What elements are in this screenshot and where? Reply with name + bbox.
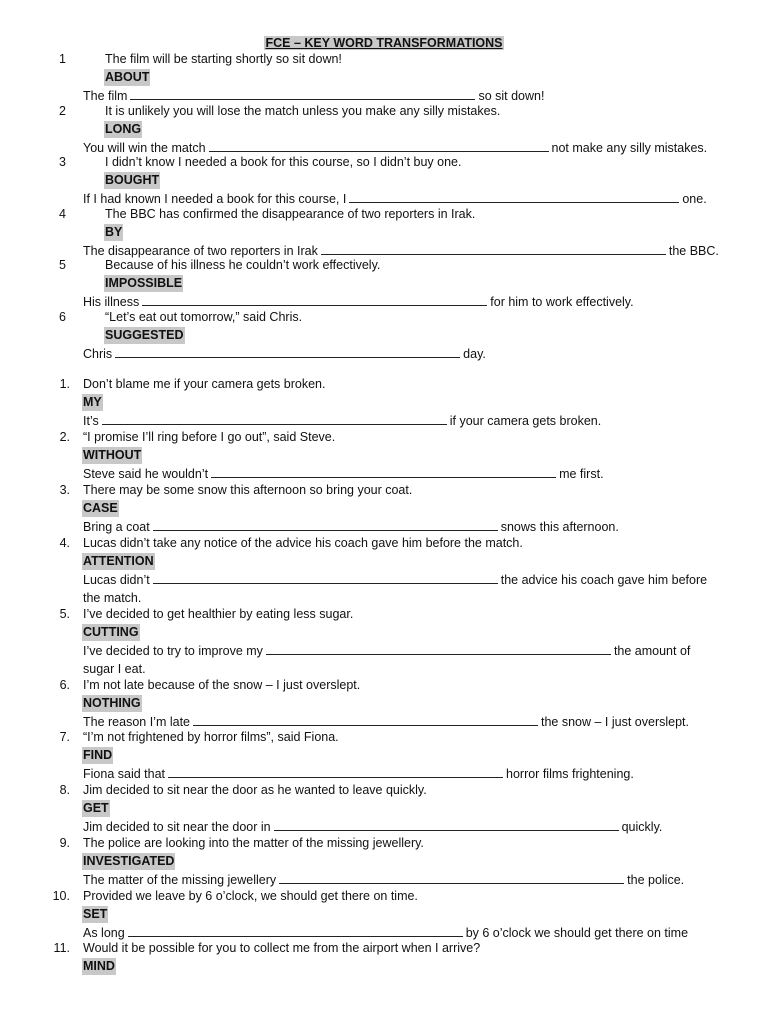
question-sentence: The BBC has confirmed the disappearance of two reporters in Irak. xyxy=(105,207,476,221)
answer-before: You will win the match xyxy=(83,141,206,155)
question-number: 3. xyxy=(59,483,70,497)
answer-line xyxy=(83,412,601,430)
keyword: LONG xyxy=(105,122,142,136)
answer-after: for him to work effectively. xyxy=(490,295,634,309)
question-number: 4. xyxy=(59,536,70,550)
answer-line xyxy=(83,924,688,942)
keyword: INVESTIGATED xyxy=(83,854,175,868)
answer-line xyxy=(83,190,707,208)
question-sentence: There may be some snow this afternoon so bring your coat. xyxy=(83,483,413,497)
keyword: SUGGESTED xyxy=(105,328,184,342)
answer-line xyxy=(83,87,544,105)
keyword: NOTHING xyxy=(83,696,141,710)
answer-before: The film xyxy=(83,89,128,103)
answer-before: The disappearance of two reporters in Irak xyxy=(83,244,318,258)
question-sentence: Lucas didn’t take any notice of the advice his coach gave him before the match. xyxy=(83,536,523,550)
question-sentence: Don’t blame me if your camera gets broken. xyxy=(83,377,326,391)
answer-before: Jim decided to sit near the door in xyxy=(83,820,271,834)
answer-blank[interactable] xyxy=(211,466,556,478)
answer-line xyxy=(83,642,723,678)
question-number: 6 xyxy=(59,310,66,324)
keyword: WITHOUT xyxy=(83,448,142,462)
question-number: 5. xyxy=(59,607,70,621)
answer-line xyxy=(83,871,684,889)
answer-blank[interactable] xyxy=(321,243,666,255)
answer-before: I’ve decided to try to improve my xyxy=(83,644,263,658)
answer-before: Chris xyxy=(83,347,113,361)
question-number: 10. xyxy=(52,889,70,903)
answer-line xyxy=(83,765,634,783)
question-number: 7. xyxy=(59,730,70,744)
answer-after: the advice his coach gave him before the match. xyxy=(83,573,708,605)
answer-after: me first. xyxy=(559,467,604,481)
question-number: 2. xyxy=(59,430,70,444)
answer-before: It’s xyxy=(83,414,99,428)
keyword: FIND xyxy=(83,748,113,762)
answer-before: The matter of the missing jewellery xyxy=(83,873,277,887)
answer-after: horror films frightening. xyxy=(506,767,634,781)
answer-before: Fiona said that xyxy=(83,767,165,781)
answer-before: The reason I’m late xyxy=(83,715,190,729)
answer-before: Bring a coat xyxy=(83,520,150,534)
question-sentence: “I’m not frightened by horror films”, said Fiona. xyxy=(83,730,339,744)
answer-after: by 6 o’clock we should get there on time xyxy=(465,926,689,940)
question-sentence: It is unlikely you will lose the match unless you make any silly mistakes. xyxy=(105,104,501,118)
answer-before: Lucas didn’t xyxy=(83,573,150,587)
keyword: ATTENTION xyxy=(83,554,154,568)
keyword: BY xyxy=(105,225,123,239)
keyword: ABOUT xyxy=(105,70,150,84)
question-number: 11. xyxy=(53,941,70,955)
question-number: 9. xyxy=(59,836,70,850)
question-number: 4 xyxy=(59,207,66,221)
keyword: GET xyxy=(83,801,109,815)
answer-line xyxy=(83,713,689,731)
answer-blank[interactable] xyxy=(153,572,498,584)
question-sentence: Provided we leave by 6 o’clock, we should get there on time. xyxy=(83,889,418,903)
keyword: BOUGHT xyxy=(105,173,160,187)
answer-line xyxy=(83,818,662,836)
answer-blank[interactable] xyxy=(168,766,503,778)
question-sentence: Because of his illness he couldn’t work effectively. xyxy=(105,258,381,272)
keyword: MY xyxy=(83,395,102,409)
question-sentence: “I promise I’ll ring before I go out”, said Steve. xyxy=(83,430,336,444)
question-sentence: The film will be starting shortly so sit down! xyxy=(105,52,342,66)
question-sentence: The police are looking into the matter of the missing jewellery. xyxy=(83,836,424,850)
question-number: 1. xyxy=(59,377,70,391)
answer-after: one. xyxy=(682,192,707,206)
answer-after: quickly. xyxy=(621,820,663,834)
answer-after: if your camera gets broken. xyxy=(449,414,602,428)
question-sentence: “Let’s eat out tomorrow,” said Chris. xyxy=(105,310,303,324)
answer-blank[interactable] xyxy=(142,294,487,306)
keyword: MIND xyxy=(83,959,115,973)
answer-before: His illness xyxy=(83,295,140,309)
question-number: 6. xyxy=(59,678,70,692)
question-sentence: I didn’t know I needed a book for this course, so I didn’t buy one. xyxy=(105,155,462,169)
answer-blank[interactable] xyxy=(274,819,619,831)
page-title: FCE – KEY WORD TRANSFORMATIONS xyxy=(265,36,503,50)
answer-line xyxy=(83,293,634,311)
answer-before: Steve said he wouldn’t xyxy=(83,467,209,481)
answer-line xyxy=(83,345,486,363)
question-sentence: Jim decided to sit near the door as he wanted to leave quickly. xyxy=(83,783,427,797)
answer-before: If I had known I needed a book for this course, I xyxy=(83,192,347,206)
question-sentence: Would it be possible for you to collect me from the airport when I arrive? xyxy=(83,941,481,955)
keyword: CUTTING xyxy=(83,625,139,639)
answer-blank[interactable] xyxy=(128,925,463,937)
answer-blank[interactable] xyxy=(279,872,624,884)
answer-before: As long xyxy=(83,926,125,940)
answer-blank[interactable] xyxy=(115,346,460,358)
question-number: 8. xyxy=(59,783,70,797)
question-sentence: I’m not late because of the snow – I just overslept. xyxy=(83,678,361,692)
keyword: CASE xyxy=(83,501,118,515)
answer-after: not make any silly mistakes. xyxy=(551,141,708,155)
question-number: 1 xyxy=(59,52,66,66)
answer-blank[interactable] xyxy=(153,519,498,531)
answer-blank[interactable] xyxy=(130,88,475,100)
answer-blank[interactable] xyxy=(349,191,679,203)
question-sentence: I’ve decided to get healthier by eating less sugar. xyxy=(83,607,354,621)
question-number: 2 xyxy=(59,104,66,118)
keyword: SET xyxy=(83,907,108,921)
answer-line xyxy=(83,518,619,536)
answer-after: day. xyxy=(463,347,486,361)
answer-line xyxy=(83,571,723,607)
answer-blank[interactable] xyxy=(209,140,549,152)
answer-after: the snow – I just overslept. xyxy=(541,715,689,729)
keyword: IMPOSSIBLE xyxy=(105,276,183,290)
answer-after: the amount of sugar I eat. xyxy=(83,644,691,676)
question-number: 5 xyxy=(59,258,66,272)
answer-blank[interactable] xyxy=(266,643,611,655)
answer-after: the police. xyxy=(627,873,685,887)
answer-after: so sit down! xyxy=(478,89,545,103)
answer-line xyxy=(83,465,604,483)
answer-blank[interactable] xyxy=(102,413,447,425)
answer-after: snows this afternoon. xyxy=(500,520,619,534)
answer-after: the BBC. xyxy=(668,244,719,258)
answer-blank[interactable] xyxy=(193,714,538,726)
question-number: 3 xyxy=(59,155,66,169)
